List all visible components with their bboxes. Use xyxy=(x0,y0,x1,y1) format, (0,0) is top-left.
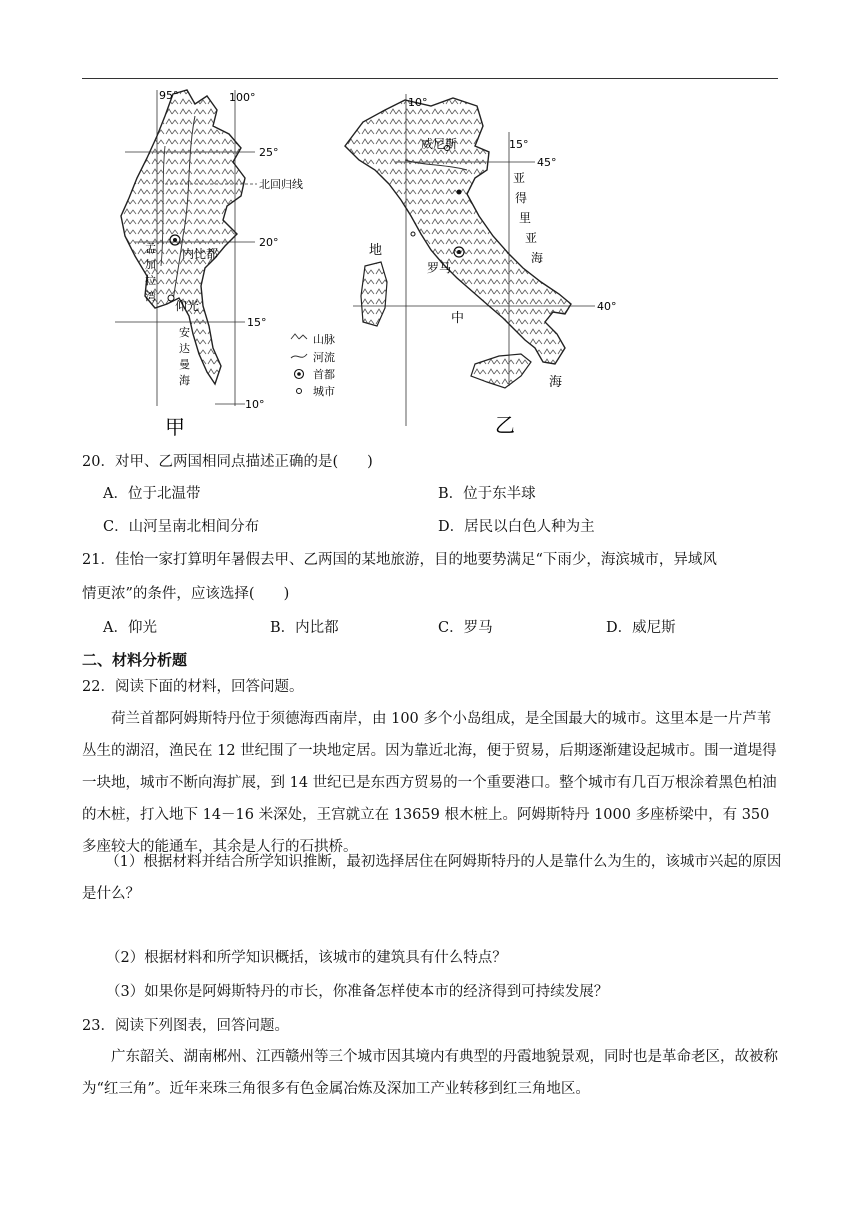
legend-city: 城市 xyxy=(313,385,335,398)
map-yi xyxy=(345,94,617,437)
label-sea-b1 xyxy=(513,171,543,265)
q22-sub1: （1）根据材料并结合所学知识推断，最初选择居住在阿姆斯特丹的人是靠什么为生的，该城市兴起的原因是什么？ xyxy=(82,854,782,902)
section-heading: 二、材料分析题 xyxy=(82,651,188,669)
label-sea-a xyxy=(179,325,190,387)
label-capital-a: 内比都 xyxy=(182,247,219,261)
caption-yi: 乙 xyxy=(495,413,515,437)
svg-text:达: 达 xyxy=(179,342,190,355)
label-city-a: 仰光 xyxy=(175,299,200,313)
q21-option-a: A．仰光 xyxy=(103,620,157,636)
label-lat45: 45° xyxy=(537,156,557,169)
svg-text:孟: 孟 xyxy=(145,242,156,255)
q20-option-a: A．位于北温带 xyxy=(103,486,201,502)
q20-option-d: D．居民以白色人种为主 xyxy=(438,519,595,535)
label-sea-b2-1: 地 xyxy=(369,243,383,258)
q22-stem: 22．阅读下面的材料，回答问题。 xyxy=(82,679,304,695)
svg-text:拉: 拉 xyxy=(145,274,156,287)
legend-river: 河流 xyxy=(313,351,335,364)
label-sea-b2-2: 中 xyxy=(451,311,465,326)
svg-text:海: 海 xyxy=(179,374,190,387)
svg-text:加: 加 xyxy=(145,258,156,271)
svg-text:里: 里 xyxy=(519,211,532,225)
q20-option-b: B．位于东半球 xyxy=(438,486,536,502)
legend-capital: 首都 xyxy=(313,368,335,381)
svg-text:湾: 湾 xyxy=(145,290,156,303)
label-capital-b: 罗马 xyxy=(427,261,452,275)
svg-text:亚: 亚 xyxy=(513,171,526,185)
label-city-b: 威尼斯 xyxy=(421,137,458,151)
map-jia xyxy=(115,89,303,438)
label-tropic: 北回归线 xyxy=(259,178,303,191)
map-legend xyxy=(291,333,335,398)
q22-material: 荷兰首都阿姆斯特丹位于须德海西南岸，由 100 多个小岛组成，是全国最大的城市。这里本是一片芦苇丛生的湖沼，渔民在 12 世纪围了一块地定居。因为靠近北海，便于贸易，后期逐渐建设起城市。围一道堤得一块地，城市不断向海扩展，到 14 世纪已是东西方贸易的一个重要港口。整个城市有几百万根涂着黑色柏油的木桩，打入地下 14－16 米深处，王宫就立在 13659 根木桩上。阿姆斯特丹 1000 多座桥梁中，有 350 多座较大的能通车，其余是人行的石拱桥。 xyxy=(82,711,777,855)
label-sea-b2-3: 海 xyxy=(549,375,563,390)
label-lon10: 10° xyxy=(408,96,428,109)
svg-text:海: 海 xyxy=(531,251,544,265)
q22-sub3: （3）如果你是阿姆斯特丹的市长，你准备怎样使本市的经济得到可持续发展？ xyxy=(106,984,609,1000)
q23-material: 广东韶关、湖南郴州、江西赣州等三个城市因其境内有典型的丹霞地貌景观，同时也是革命老区，故被称为“红三角”。近年来珠三角很多有色金属冶炼及深加工产业转移到红三角地区。 xyxy=(82,1049,778,1097)
q21-option-b: B．内比都 xyxy=(270,620,339,636)
q20-stem: 20．对甲、乙两国相同点描述正确的是( ) xyxy=(82,454,373,470)
label-lat40: 40° xyxy=(597,300,617,313)
svg-text:得: 得 xyxy=(515,191,528,205)
q22-sub2: （2）根据材料和所学知识概括，该城市的建筑具有什么特点？ xyxy=(106,950,507,966)
q21-option-c: C．罗马 xyxy=(438,620,493,636)
label-lat15: 15° xyxy=(247,316,267,329)
label-lat20: 20° xyxy=(259,236,279,249)
label-lon15: 15° xyxy=(509,138,529,151)
q21-option-d: D．威尼斯 xyxy=(606,620,676,636)
legend-mountain: 山脉 xyxy=(313,333,335,346)
q21-stem-line2: 情更浓”的条件，应该选择( ) xyxy=(82,586,290,602)
svg-text:曼: 曼 xyxy=(179,358,190,371)
svg-text:安: 安 xyxy=(179,326,190,339)
caption-jia: 甲 xyxy=(165,415,185,438)
label-lat10: 10° xyxy=(245,398,265,411)
q21-stem-line1: 21．佳怡一家打算明年暑假去甲、乙两国的某地旅游，目的地要势满足“下雨少，海滨城市，异域风 xyxy=(82,552,717,568)
label-lon95: 95° xyxy=(159,89,179,102)
svg-text:亚: 亚 xyxy=(525,231,538,245)
q23-stem: 23．阅读下列图表，回答问题。 xyxy=(82,1018,289,1034)
label-lat25: 25° xyxy=(259,146,279,159)
header-rule xyxy=(82,78,778,79)
q20-option-c: C．山河呈南北相间分布 xyxy=(103,519,260,535)
maps-figure xyxy=(95,86,655,438)
label-lon100: 100° xyxy=(229,91,256,104)
